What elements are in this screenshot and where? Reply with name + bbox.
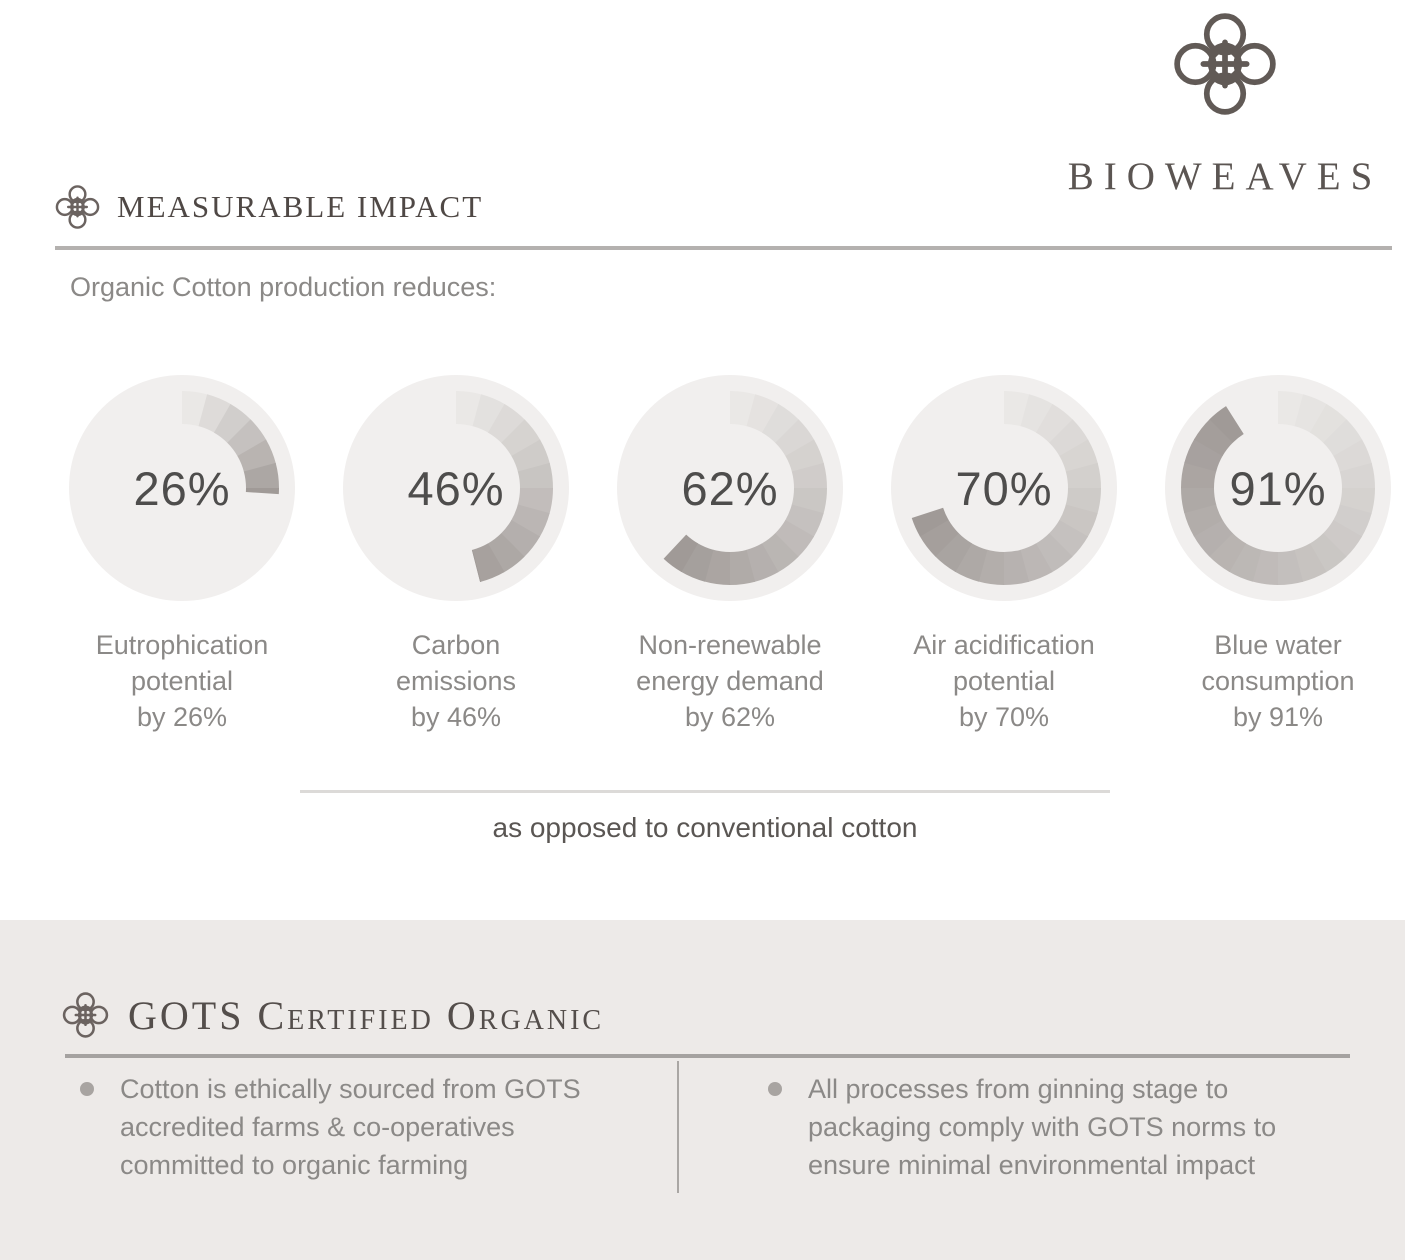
donut-percent: 46% bbox=[407, 461, 505, 515]
donut-chart-bluewater bbox=[1153, 363, 1403, 735]
donut-percent: 62% bbox=[681, 461, 779, 515]
donut-graphic bbox=[605, 363, 855, 613]
donut-graphic bbox=[879, 363, 1129, 613]
bullet-text: Cotton is ethically sourced from GOTS accredited farms & co-operatives committed to organic farming bbox=[120, 1074, 581, 1180]
gots-vertical-divider bbox=[677, 1061, 679, 1193]
donut-percent: 91% bbox=[1229, 461, 1327, 515]
gots-section-header bbox=[60, 988, 604, 1042]
donut-percent: 70% bbox=[955, 461, 1053, 515]
donut-label: Carbon emissions by 46% bbox=[395, 630, 517, 732]
donut-label: Non-renewable energy demand by 62% bbox=[636, 630, 824, 732]
impact-divider bbox=[55, 246, 1392, 250]
impact-title: MEASURABLE IMPACT bbox=[117, 189, 484, 224]
donut-graphic bbox=[57, 363, 307, 613]
knot-icon bbox=[53, 181, 102, 233]
gots-title: GOTS Certified Organic bbox=[128, 992, 605, 1038]
donut-chart-energy bbox=[605, 363, 855, 735]
donut-graphic bbox=[331, 363, 581, 613]
donut-chart-acidification bbox=[879, 363, 1129, 735]
donut-label: Air acidification potential by 70% bbox=[913, 630, 1095, 732]
gots-bullet-processes bbox=[768, 1070, 1378, 1184]
brand-knot-icon bbox=[1168, 4, 1282, 124]
brand-name: BIOWEAVES bbox=[1067, 155, 1383, 198]
donut-chart-carbon bbox=[331, 363, 581, 735]
impact-section-header bbox=[53, 181, 483, 233]
donut-label: Eutrophication potential by 26% bbox=[95, 630, 269, 732]
footnote-text: as opposed to conventional cotton bbox=[492, 812, 918, 843]
donut-chart-row bbox=[57, 363, 1403, 735]
gots-section bbox=[0, 920, 1405, 1260]
bullet-dot bbox=[768, 1082, 782, 1096]
bullet-dot bbox=[80, 1082, 94, 1096]
donut-label: Blue water consumption by 91% bbox=[1201, 630, 1355, 732]
brand-logo bbox=[1040, 4, 1405, 199]
chart-subtitle: Organic Cotton production reduces: bbox=[70, 272, 497, 302]
donut-graphic bbox=[1153, 363, 1403, 613]
donut-chart-eutrophication bbox=[57, 363, 307, 735]
bullet-text: All processes from ginning stage to packaging comply with GOTS norms to ensure minimal environmental impact bbox=[808, 1074, 1277, 1180]
footnote-divider bbox=[300, 790, 1110, 793]
gots-divider bbox=[65, 1054, 1350, 1058]
gots-knot-icon bbox=[60, 988, 111, 1042]
donut-percent: 26% bbox=[133, 461, 231, 515]
gots-bullet-sourcing bbox=[80, 1070, 670, 1184]
